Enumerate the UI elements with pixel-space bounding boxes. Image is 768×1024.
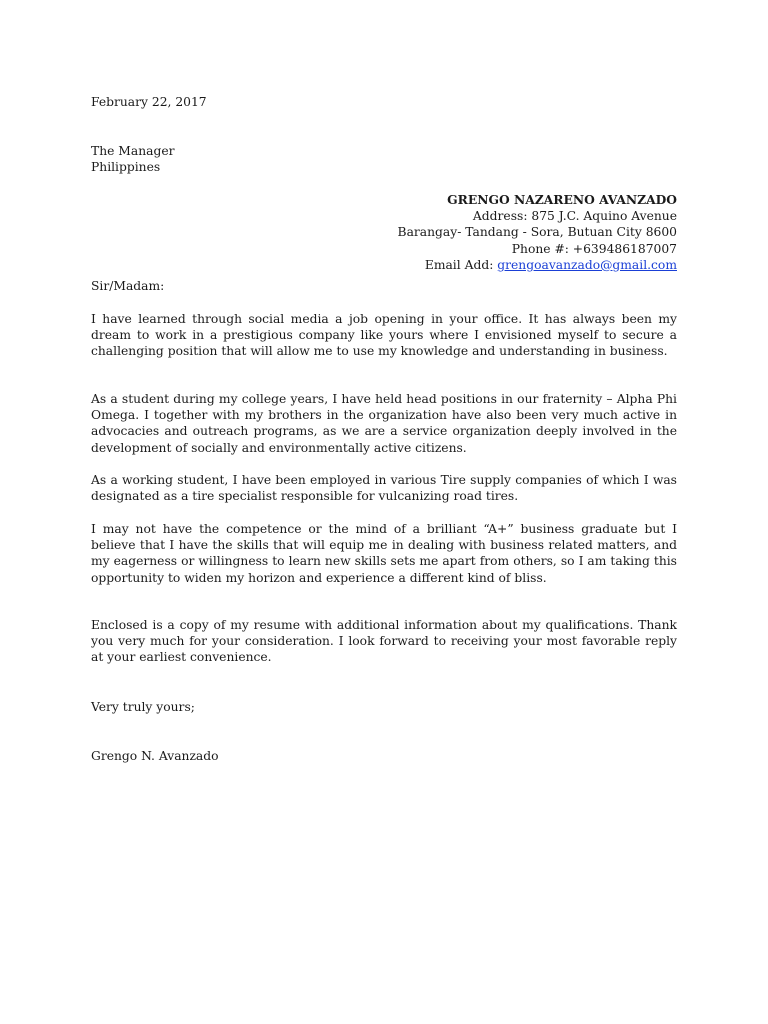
body-paragraph-4 <box>91 521 677 586</box>
paragraph-text: As a student during my college years, I have held head positions in our fraternity – Alpha Phi Omega. I together with my brothers in the organization have also been very much active in advocacies and outreach programs, as we are a service organization deeply involved in the development of socially and environmentally active citizens. <box>91 392 677 455</box>
paragraph-text: As a working student, I have been employed in various Tire supply companies of which I was designated as a tire specialist responsible for vulcanizing road tires. <box>91 473 677 504</box>
sender-barangay: Barangay- Tandang - Sora, Butuan City 8600 <box>397 225 677 240</box>
recipient-location: Philippines <box>91 160 161 175</box>
sender-email-label: Email Add: <box>424 257 498 272</box>
sender-email-line <box>277 257 677 273</box>
salutation: Sir/Madam: <box>91 279 165 293</box>
paragraph-text: Enclosed is a copy of my resume with additional information about my qualifications. Thank you very much for your consideration. I look forward to receiving your most favorable reply at your earliest convenience. <box>91 618 677 665</box>
body-paragraph-5 <box>91 617 677 666</box>
paragraph-text: I may not have the competence or the mind of a brilliant “A+” business graduate but I believe that I have the skills that will equip me in dealing with business related matters, and my eagerness or willingness to learn new skills sets me apart from others, so I am taking this opportunity to widen my horizon and experience a different kind of bliss. <box>91 522 677 585</box>
sender-email-link[interactable]: grengoavanzado@gmail.com <box>497 257 677 272</box>
body-paragraph-1 <box>91 311 677 360</box>
paragraph-text: I have learned through social media a job opening in your office. It has always been my dream to work in a prestigious company like yours where I envisioned myself to secure a challenging position that will allow me to use my knowledge and understanding in business. <box>91 312 677 359</box>
sender-phone: Phone #: +639486187007 <box>511 241 677 256</box>
body-paragraph-2 <box>91 391 677 456</box>
recipient-block <box>91 143 175 175</box>
recipient-title: The Manager <box>91 144 175 158</box>
sender-name: GRENGO NAZARENO AVANZADO <box>447 192 677 207</box>
sender-block <box>277 192 677 273</box>
closing: Very truly yours; <box>91 700 195 714</box>
sender-address: Address: 875 J.C. Aquino Avenue <box>472 209 677 224</box>
body-paragraph-3 <box>91 472 677 504</box>
letter-date: February 22, 2017 <box>91 95 207 109</box>
signature-name: Grengo N. Avanzado <box>91 749 219 763</box>
